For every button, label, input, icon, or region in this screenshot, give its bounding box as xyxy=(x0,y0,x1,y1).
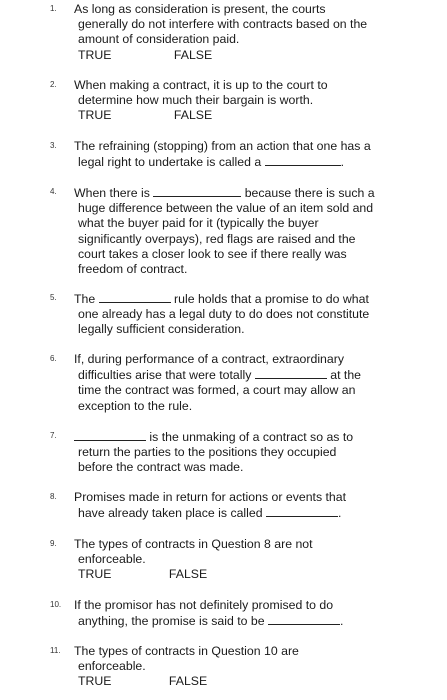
question-text: rule holds that a promise to do what xyxy=(174,292,369,306)
question-3 xyxy=(50,139,398,170)
question-text-line: time the contract was formed, a court may allow an xyxy=(78,383,356,398)
question-text-line: When making a contract, it is up to the court to xyxy=(74,78,328,92)
question-number: 5. xyxy=(50,293,57,302)
question-1 xyxy=(50,2,398,63)
question-text-line: If the promisor has not definitely promised to do xyxy=(74,598,334,612)
question-text-line: return the parties to the positions they occupied xyxy=(78,445,337,460)
question-text-line: The refraining (stopping) from an action that one has a xyxy=(74,139,371,153)
question-text: difficulties arise that were totally xyxy=(78,368,252,383)
question-11 xyxy=(50,644,398,690)
question-text: anything, the promise is said to be xyxy=(78,614,265,629)
question-text: When there is xyxy=(74,186,150,200)
answer-blank[interactable] xyxy=(255,367,327,379)
true-option[interactable]: TRUE xyxy=(78,108,112,123)
question-number: 6. xyxy=(50,354,57,363)
question-text-line: Promises made in return for actions or events that xyxy=(74,490,347,504)
answer-blank[interactable] xyxy=(265,154,341,166)
question-text-line: If, during performance of a contract, extraordinary xyxy=(74,352,344,366)
question-text: . xyxy=(340,155,345,170)
true-option[interactable]: TRUE xyxy=(78,674,112,689)
question-7 xyxy=(50,429,398,476)
answer-blank[interactable] xyxy=(266,505,338,517)
question-number: 7. xyxy=(50,431,57,440)
answer-blank[interactable] xyxy=(74,429,146,441)
question-text-line: exception to the rule. xyxy=(78,398,193,413)
question-text-line: one already has a legal duty to do does not constitute xyxy=(78,307,370,322)
question-text-line: court takes a closer look to see if there really was xyxy=(78,246,347,261)
question-text-line xyxy=(62,154,398,170)
question-5 xyxy=(50,291,398,338)
false-option[interactable]: FALSE xyxy=(173,47,213,62)
question-text-line: generally do not interfere with contracts based on the xyxy=(78,17,368,32)
question-text-line: amount of consideration paid. xyxy=(78,32,240,47)
question-text-line: what the buyer paid for it (typically the buyer xyxy=(78,216,319,231)
true-option[interactable]: TRUE xyxy=(78,47,112,62)
answer-blank[interactable] xyxy=(99,291,171,303)
question-text: at the xyxy=(330,368,362,383)
question-text-line xyxy=(62,613,398,629)
true-false-options xyxy=(62,48,398,63)
question-4 xyxy=(50,185,398,277)
question-text-line: freedom of contract. xyxy=(78,262,188,277)
question-text: is the unmaking of a contract so as to xyxy=(149,430,354,444)
true-false-options xyxy=(62,674,398,689)
false-option[interactable]: FALSE xyxy=(173,108,213,123)
question-text-line xyxy=(62,429,398,445)
question-text-line xyxy=(62,367,398,383)
question-number: 2. xyxy=(50,80,57,89)
true-option[interactable]: TRUE xyxy=(78,567,112,582)
question-text: The xyxy=(74,292,96,306)
question-number: 9. xyxy=(50,539,57,548)
question-number: 4. xyxy=(50,187,57,196)
question-text: . xyxy=(340,614,344,629)
question-number: 3. xyxy=(50,141,57,150)
question-text-line: As long as consideration is present, the courts xyxy=(74,2,326,16)
question-text: because there is such a xyxy=(244,186,375,200)
answer-blank[interactable] xyxy=(153,185,241,197)
question-number: 10. xyxy=(50,600,62,609)
question-number: 11. xyxy=(50,646,61,655)
question-6 xyxy=(50,352,398,414)
question-text-line: The types of contracts in Question 10 are xyxy=(74,644,299,658)
question-text: legal right to undertake is called a xyxy=(78,155,262,170)
question-text-line: huge difference between the value of an item sold and xyxy=(78,201,374,216)
true-false-options xyxy=(62,567,398,582)
question-2 xyxy=(50,78,398,124)
question-text-line xyxy=(62,505,398,521)
false-option[interactable]: FALSE xyxy=(168,674,208,689)
true-false-options xyxy=(62,108,398,123)
question-text-line: enforceable. xyxy=(78,659,146,674)
question-number: 8. xyxy=(50,492,57,501)
question-text-line: enforceable. xyxy=(78,552,146,567)
answer-blank[interactable] xyxy=(268,613,340,625)
question-text-line: determine how much their bargain is worth. xyxy=(78,93,314,108)
question-text: . xyxy=(338,506,342,521)
question-text-line xyxy=(62,185,398,201)
question-text-line: before the contract was made. xyxy=(78,460,244,475)
question-number: 1. xyxy=(50,4,57,13)
question-text-line: legally sufficient consideration. xyxy=(78,322,245,337)
question-text: have already taken place is called xyxy=(78,506,263,521)
question-text-line: significantly overpays), red flags are raised and the xyxy=(78,231,356,246)
question-text-line xyxy=(62,291,398,307)
question-10 xyxy=(50,598,398,629)
question-9 xyxy=(50,537,398,583)
question-text-line: The types of contracts in Question 8 are not xyxy=(74,537,313,551)
false-option[interactable]: FALSE xyxy=(168,567,208,582)
question-8 xyxy=(50,490,398,521)
